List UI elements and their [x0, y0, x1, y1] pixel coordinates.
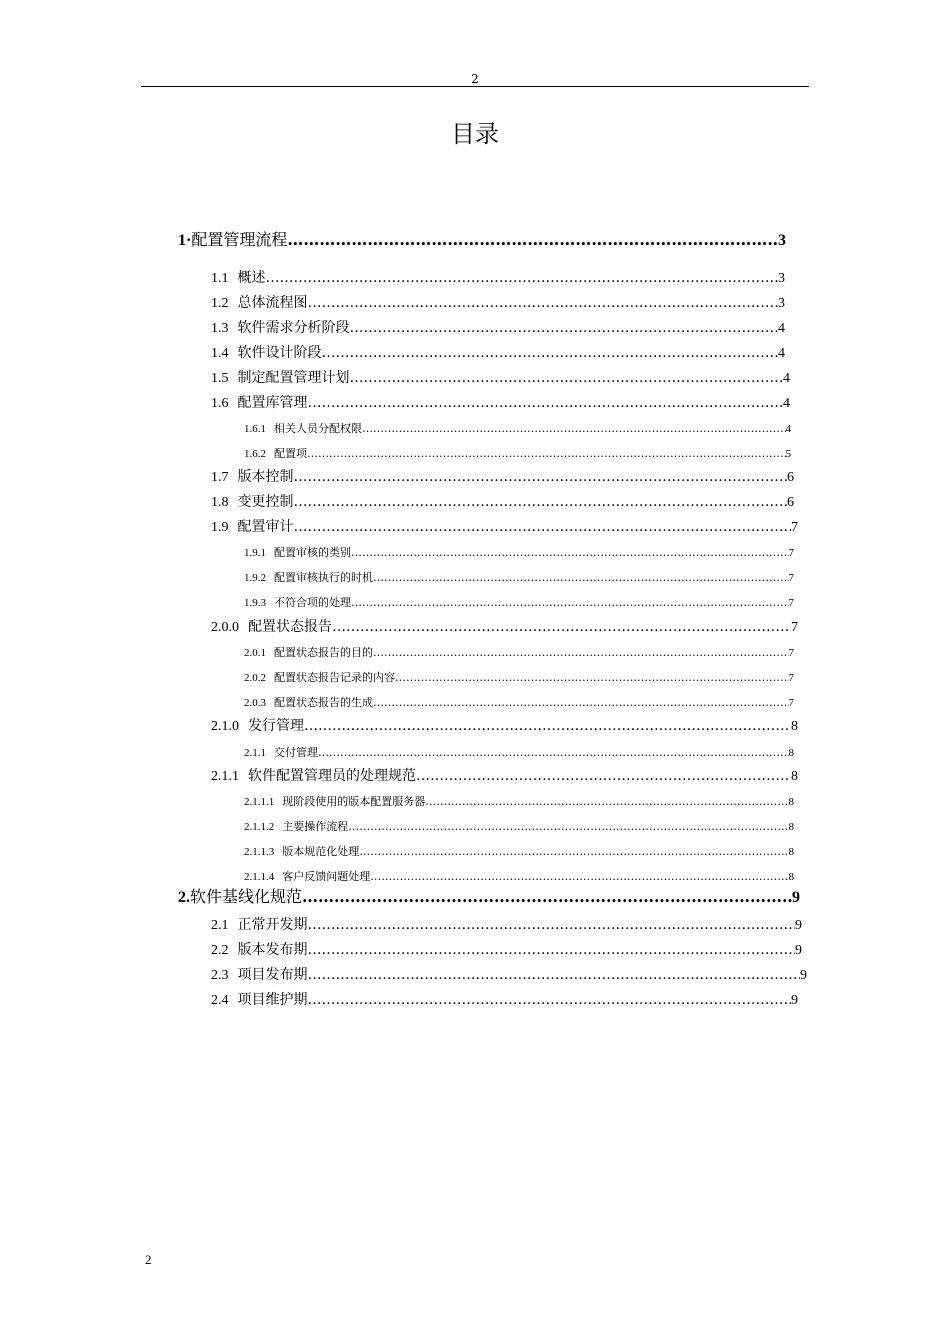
- toc-entry-number: 1.9.1: [244, 547, 266, 559]
- toc-entry[interactable]: [211, 343, 785, 364]
- toc-entry-page: 8: [791, 719, 798, 734]
- toc-leader: [308, 393, 784, 413]
- toc-entry-page: 5: [785, 448, 791, 460]
- toc-entry-text: 总体流程图: [237, 295, 308, 311]
- toc-entry-page: 7: [788, 647, 794, 659]
- toc-leader: [308, 915, 796, 935]
- toc-entry-number: 1.7: [211, 470, 229, 485]
- toc-entry-text: 配置审核执行的时机: [274, 571, 373, 584]
- toc-entry-page: 8: [788, 747, 794, 759]
- toc-leader: [287, 229, 778, 251]
- toc-entry-page: 6: [787, 495, 794, 510]
- toc-leader: [294, 492, 788, 512]
- toc-entry-page: 9: [795, 918, 802, 933]
- toc-leader: [322, 343, 779, 363]
- toc-leader: [359, 844, 788, 860]
- toc-entry[interactable]: [211, 318, 785, 339]
- toc-entry-text: 版本控制: [237, 469, 294, 485]
- toc-entry-page: 9: [800, 968, 807, 983]
- toc-entry-text: 软件配置管理员的处理规范: [248, 768, 416, 784]
- toc-entry-number: 1.2: [211, 296, 229, 311]
- toc-entry[interactable]: [244, 645, 794, 661]
- toc-entry-page: 6: [787, 470, 794, 485]
- toc-entry-page: 7: [788, 697, 794, 709]
- toc-leader: [304, 716, 791, 736]
- toc-entry-number: 2.0.3: [244, 697, 266, 709]
- toc-leader: [308, 965, 801, 985]
- toc-entry-text: 不符合项的处理: [274, 596, 351, 609]
- toc-entry-page: 9: [792, 889, 800, 906]
- toc-leader: [308, 293, 779, 313]
- toc-leader: [332, 617, 791, 637]
- toc-entry-number: 1.3: [211, 321, 229, 336]
- toc-leader: [318, 745, 789, 761]
- toc-entry[interactable]: [211, 492, 794, 513]
- toc-leader: [294, 517, 792, 537]
- toc-entry-text: 制定配置管理计划: [237, 370, 350, 386]
- toc-entry-page: 8: [788, 871, 794, 883]
- toc-entry[interactable]: [178, 886, 800, 909]
- toc-leader: [351, 545, 789, 561]
- toc-entry-text: 配置状态报告的生成: [274, 696, 373, 709]
- toc-entry[interactable]: [211, 467, 794, 488]
- toc-entry[interactable]: [211, 517, 798, 538]
- toc-leader: [308, 990, 792, 1010]
- toc-entry-number: 2.1.1.4: [244, 871, 275, 883]
- toc-entry-number: 1.9.3: [244, 597, 266, 609]
- footer-page-number: 2: [145, 1252, 152, 1267]
- toc-leader: [348, 819, 788, 835]
- toc-entry-number: 2.1.1.2: [244, 821, 275, 833]
- toc-entry-text: 项目发布期: [237, 967, 308, 983]
- toc-entry-number: 2.1: [211, 918, 229, 933]
- toc-entry[interactable]: [211, 940, 802, 961]
- toc-entry-page: 9: [795, 943, 802, 958]
- toc-entry[interactable]: [244, 695, 794, 711]
- toc-entry[interactable]: [244, 595, 794, 611]
- toc-entry-text: 版本发布期: [237, 942, 308, 958]
- toc-entry-text: 项目维护期: [237, 992, 308, 1008]
- toc-entry-text: 配置状态报告的目的: [274, 646, 373, 659]
- toc-entry-text: 交付管理: [274, 746, 318, 759]
- toc-entry[interactable]: [244, 844, 794, 860]
- toc-entry-number: 1.4: [211, 346, 229, 361]
- toc-entry-separator: ·: [186, 232, 192, 249]
- toc-leader: [294, 467, 788, 487]
- toc-entry-text: 概述: [237, 270, 266, 286]
- toc-leader: [416, 766, 791, 786]
- toc-entry[interactable]: [244, 421, 791, 437]
- toc-entry-text: 变更控制: [237, 494, 294, 510]
- toc-entry-number: 1.9: [211, 520, 229, 535]
- toc-entry[interactable]: [211, 268, 785, 289]
- toc-entry-page: 9: [791, 993, 798, 1008]
- toc-entry-page: 4: [785, 423, 791, 435]
- toc-entry-text: 主要操作流程: [282, 820, 349, 833]
- toc-entry-page: 7: [788, 547, 794, 559]
- toc-entry-text: 配置管理流程: [191, 230, 288, 249]
- toc-entry-number: 2.0.1: [244, 647, 266, 659]
- toc-leader: [350, 368, 784, 388]
- toc-entry-page: 8: [788, 796, 794, 808]
- toc-entry-number: 2.1.1: [211, 769, 239, 784]
- toc-entry[interactable]: [211, 766, 798, 787]
- toc-entry[interactable]: [211, 393, 790, 414]
- toc-leader: [307, 446, 786, 462]
- toc-entry-number: 2.1.0: [211, 719, 239, 734]
- toc-entry-number: 2.0.2: [244, 672, 266, 684]
- toc-entry-page: 3: [778, 232, 786, 249]
- toc-entry-number: 1.6.2: [244, 448, 266, 460]
- toc-entry-page: 4: [778, 321, 785, 336]
- toc-entry-number: 1.6: [211, 396, 229, 411]
- toc-entry-page: 4: [783, 396, 790, 411]
- toc-entry-number: 1: [178, 232, 186, 249]
- toc-entry-page: 7: [788, 572, 794, 584]
- toc-entry-page: 3: [778, 296, 785, 311]
- toc-leader: [425, 794, 788, 810]
- toc-entry-text: 配置审计: [237, 519, 294, 535]
- toc-entry[interactable]: [244, 819, 794, 835]
- toc-entry-text: 版本规范化处理: [282, 845, 360, 858]
- toc-entry[interactable]: [211, 368, 790, 389]
- toc-leader: [266, 268, 779, 288]
- toc-entry[interactable]: [244, 670, 794, 686]
- toc-entry-text: 配置状态报告记录的内容: [274, 671, 395, 684]
- toc-entry-text: 发行管理: [248, 718, 304, 734]
- toc-entry-text: 配置项: [274, 447, 307, 460]
- toc-leader: [308, 940, 796, 960]
- toc-entry-number: 2.1.1.3: [244, 846, 275, 858]
- toc-entry-text: 相关人员分配权限: [274, 422, 362, 435]
- toc-entry-text: 现阶段使用的版本配置服务器: [282, 795, 426, 808]
- toc-entry[interactable]: [211, 990, 798, 1011]
- toc-leader: [373, 570, 789, 586]
- toc-entry-number: 2.3: [211, 968, 229, 983]
- toc-entry[interactable]: [211, 716, 798, 737]
- toc-entry-number: 1.1: [211, 271, 229, 286]
- toc-entry-number: 1.6.1: [244, 423, 266, 435]
- toc-entry-page: 7: [788, 672, 794, 684]
- toc-entry-text: 正常开发期: [237, 917, 308, 933]
- toc-entry[interactable]: [244, 570, 794, 586]
- toc-entry-page: 8: [791, 769, 798, 784]
- toc-entry[interactable]: [244, 869, 794, 885]
- toc-entry-text: 软件需求分析阶段: [237, 320, 350, 336]
- toc-entry[interactable]: [211, 617, 798, 638]
- toc-entry-number: 2.1.1: [244, 747, 266, 759]
- toc-entry-page: 3: [778, 271, 785, 286]
- toc-entry-number: 2.: [178, 889, 190, 906]
- toc-entry[interactable]: [244, 794, 794, 810]
- toc-entry-page: 7: [791, 520, 798, 535]
- toc-entry-number: 2.1.1.1: [244, 796, 275, 808]
- toc-entry-text: 软件设计阶段: [237, 345, 322, 361]
- toc-entry-number: 1.5: [211, 371, 229, 386]
- toc-leader: [373, 695, 789, 711]
- toc-entry[interactable]: [178, 229, 786, 252]
- toc-leader: [302, 886, 792, 908]
- header-page-number: 2: [471, 72, 479, 86]
- toc-entry-text: 配置状态报告: [248, 619, 332, 635]
- toc-entry-text: 软件基线化规范: [190, 887, 303, 906]
- toc-entry-number: 2.4: [211, 993, 229, 1008]
- toc-entry-page: 7: [788, 597, 794, 609]
- toc-entry[interactable]: [244, 745, 794, 761]
- toc-leader: [350, 318, 779, 338]
- toc-entry-number: 2.2: [211, 943, 229, 958]
- toc-leader: [362, 421, 786, 437]
- toc-entry-page: 7: [791, 620, 798, 635]
- toc-entry-page: 8: [788, 821, 794, 833]
- toc-leader: [370, 869, 788, 885]
- toc-entry[interactable]: [211, 965, 807, 986]
- toc-entry[interactable]: [244, 446, 791, 462]
- toc-entry-number: 2.0.0: [211, 620, 239, 635]
- toc-leader: [351, 595, 789, 611]
- toc-entry-text: 配置审核的类别: [274, 546, 351, 559]
- toc-entry-text: 客户反馈问题处理: [282, 870, 371, 883]
- toc-entry-page: 4: [783, 371, 790, 386]
- toc-entry[interactable]: [244, 545, 794, 561]
- toc-title: 目录: [451, 120, 499, 148]
- toc-leader: [395, 670, 789, 686]
- toc-entry-number: 1.9.2: [244, 572, 266, 584]
- toc-entry-text: 配置库管理: [237, 395, 308, 411]
- toc-entry[interactable]: [211, 915, 802, 936]
- toc-entry[interactable]: [211, 293, 785, 314]
- toc-entry-page: 4: [778, 346, 785, 361]
- toc-leader: [373, 645, 789, 661]
- toc-entry-page: 8: [788, 846, 794, 858]
- toc-entry-number: 1.8: [211, 495, 229, 510]
